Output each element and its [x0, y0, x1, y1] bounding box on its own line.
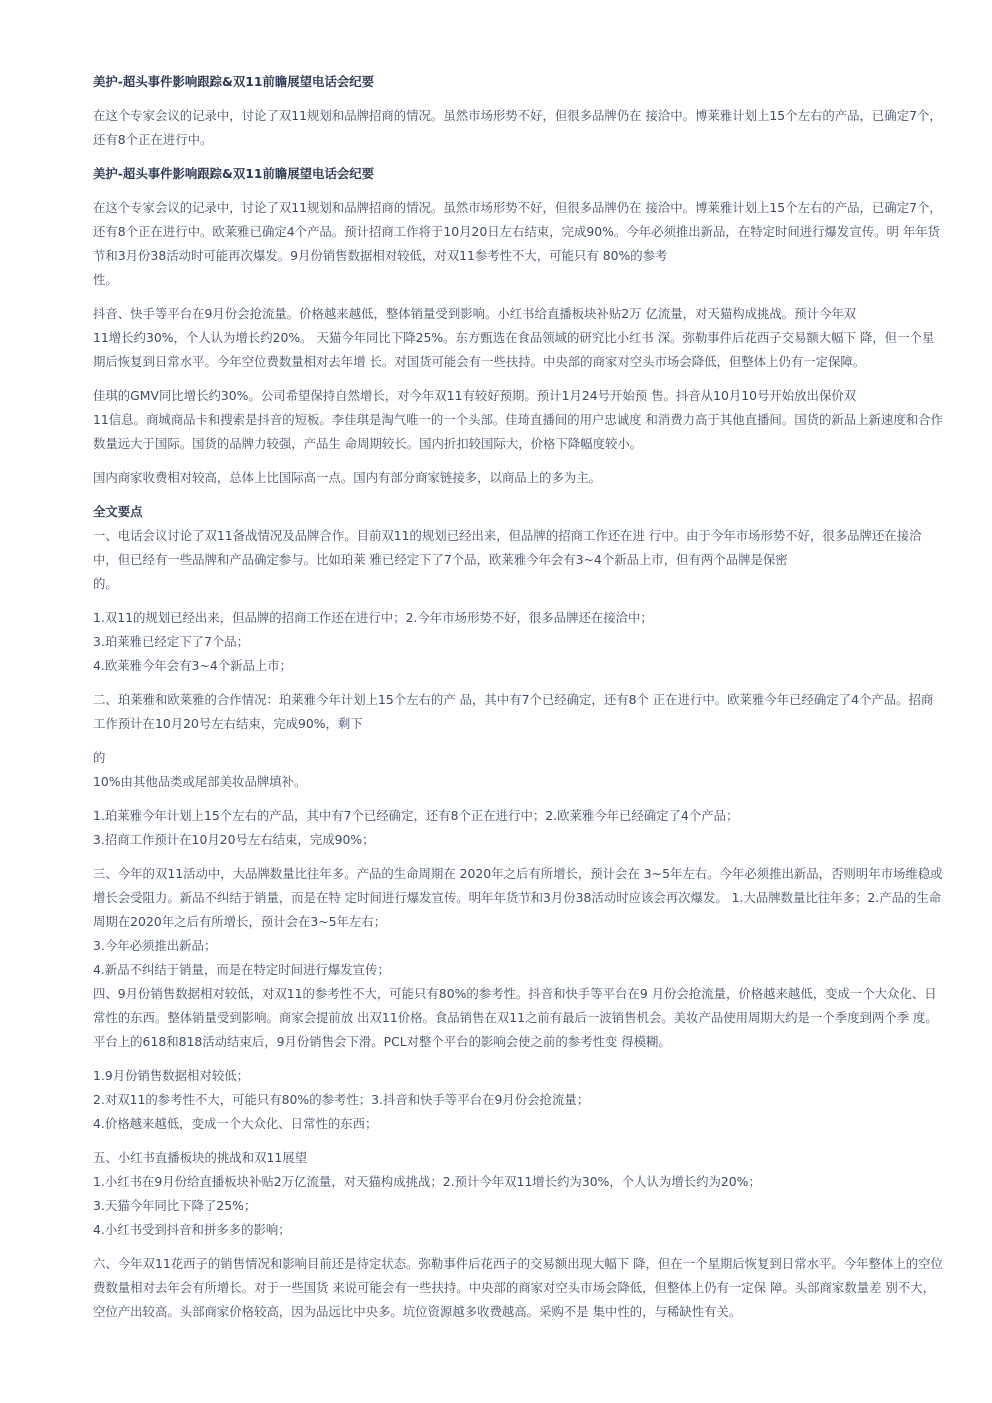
summary-paragraph-2b: 11增长约30%，个人认为增长约20%。 天猫今年同比下降25%。东方甄选在食品领域的研究比小红书 深。弥勒事件后花西子交易额大幅下 降，但一个星期后恢复到日常水平。今年空位费数量相对去年增 长。对国货可能会有一些扶持。中央部的商家对空头市场会降低，但整体上仍有一定保障。: [93, 330, 935, 369]
section-4-para: 四、9月份销售数据相对较低，对双11的参考性不大，可能只有80%的参考性。抖音和快手等平台在9 月份会抢流量，价格越来越低，变成一个大众化、日常性的东西。整体销量受到影响。商家会提前放 出双11价格。食品销售在双11之前有最后一波销售机会。美妆产品使用周期大约是一个季度到两个季 度。平台上的618和818活动结束后，9月份销售会下滑。PCL对整个平台的影响会使之前的参考性变 得模糊。: [93, 986, 938, 1049]
section-3-line-3: 4.新品不纠结于销量，而是在特定时间进行爆发宣传；: [93, 962, 390, 977]
section-1-point-1: 1.双11的规划已经出来，但品牌的招商工作还在进行中；2.今年市场形势不好，很多品牌还在接洽中；: [93, 610, 653, 625]
intro-paragraph: 在这个专家会议的记录中，讨论了双11规划和品牌招商的情况。虽然市场形势不好，但很多品牌仍在 接洽中。博莱雅计划上15个左右的产品，已确定7个，还有8个正在进行中。: [93, 108, 942, 147]
section-5-point-2: 3.天猫今年同比下降了25%；: [93, 1198, 257, 1213]
section-2-point-1: 1.珀莱雅今年计划上15个左右的产品，其中有7个已经确定，还有8个正在进行中；2.欧莱雅今年已经确定了4个产品；: [93, 808, 739, 823]
section-6: [93, 1252, 943, 1324]
document-title: 美护-超头事件影响跟踪&双11前瞻展望电话会纪要: [93, 74, 375, 89]
section-4-point-3: 4.价格越来越低，变成一个大众化、日常性的东西；: [93, 1116, 378, 1131]
section-2-para: 二、珀莱雅和欧莱雅的合作情况：珀莱雅今年计划上15个左右的产 品，其中有7个已经确定，还有8个 正在进行中。欧莱雅今年已经确定了4个产品。招商工作预计在10月20号左右结束，完成90%，剩下: [93, 692, 934, 731]
summary-paragraph-4: 国内商家收费相对较高，总体上比国际高一点。国内有部分商家链接多，以商品上的多为主。: [93, 470, 602, 485]
section-5-point-3: 4.小红书受到抖音和拼多多的影响；: [93, 1222, 291, 1237]
section-2: [93, 688, 943, 852]
summary-paragraph-2a: 抖音、快手等平台在9月份会抢流量。价格越来越低，整体销量受到影响。小红书给直播板块补贴2万 亿流量，对天猫构成挑战。预计今年双: [93, 306, 857, 321]
summary-title: 美护-超头事件影响跟踪&双11前瞻展望电话会纪要: [93, 166, 375, 181]
section-1-point-2: 3.珀莱雅已经定下了7个品；: [93, 634, 250, 649]
summary-paragraph-3b: 11信息。商城商品卡和搜索是抖音的短板。李佳琪是淘气唯一的一个头部。佳琦直播间的用户忠诚度 和消费力高于其他直播间。国货的新品上新速度和合作数量远大于国际。国货的品牌力较强，产品生 命周期较长。国内折扣较国际大，价格下降幅度较小。: [93, 412, 943, 451]
section-3-line-2: 3.今年必须推出新品；: [93, 938, 217, 953]
section-4-point-2: 2.对双11的参考性不大，可能只有80%的参考性；3.抖音和快手等平台在9月份会抢流量；: [93, 1092, 590, 1107]
section-2-para-cont-a: 的: [93, 750, 106, 765]
summary-paragraph-3a: 佳琪的GMV同比增长约30%。公司希望保持自然增长，对今年双11有较好预期。预计1月24号开始预 售。抖音从10月10号开始放出保价双: [93, 388, 857, 403]
section-1-para-a: 一、电话会议讨论了双11备战情况及品牌合作。目前双11的规划已经出来，但品牌的招商工作还在进 行中。由于今年市场形势不好，很多品牌还在接洽中，但已经有一些品牌和产品确定参与。比如珀莱 雅已经定下了7个品，欧莱雅今年会有3~4个新品上市，但有两个品牌是保密: [93, 528, 922, 567]
document-page: [93, 70, 943, 1324]
summary-paragraph-1a: 在这个专家会议的记录中，讨论了双11规划和品牌招商的情况。虽然市场形势不好，但很多品牌仍在 接洽中。博莱雅计划上15个左右的产品，已确定7个，还有8个正在进行中。欧莱雅已确定4个产品。预计招商工作将于10月20日左右结束，完成90%。今年必须推出新品，在特定时间进行爆发宣传。明 年年货节和3月份38活动时可能再次爆发。9月份销售数据相对较低，对双11参考性不大，可能只有 80%的参考: [93, 200, 942, 263]
section-1: [93, 524, 943, 678]
section-5-title: 五、小红书直播板块的挑战和双11展望: [93, 1150, 308, 1165]
section-1-para-b: 的。: [93, 576, 118, 591]
section-3: [93, 862, 943, 1136]
keypoints-title: 全文要点: [93, 504, 143, 519]
section-1-point-3: 4.欧莱雅今年会有3~4个新品上市；: [93, 658, 293, 673]
section-6-para: 六、今年双11花西子的销售情况和影响目前还是待定状态。弥勒事件后花西子的交易额出现大幅下 降，但在一个星期后恢复到日常水平。今年整体上的空位费数量相对去年会有所增长。对于一些国货 来说可能会有一些扶持。中央部的商家对空头市场会降低，但整体上仍有一定保 障。头部商家数量差 别不大，空位产出较高。头部商家价格较高，因为品远比中央多。坑位资源越多收费越高。采购不是 集中性的，与稀缺性有关。: [93, 1256, 943, 1319]
summary-block: [93, 196, 943, 490]
section-5: [93, 1146, 943, 1242]
section-5-point-1: 1.小红书在9月份给直播板块补贴2万亿流量，对天猫构成挑战；2.预计今年双11增长约为30%，个人认为增长约为20%；: [93, 1174, 761, 1189]
section-2-para-cont-b: 10%由其他品类或尾部美妆品牌填补。: [93, 774, 307, 789]
section-4-point-1: 1.9月份销售数据相对较低；: [93, 1068, 250, 1083]
section-3-para: 三、今年的双11活动中，大品牌数量比往年多。产品的生命周期在 2020年之后有所增长，预计会在 3~5年左右。今年必须推出新品，否则明年市场维稳或增长会受阻力。新品不纠结于销量，而是在特 定时间进行爆发宣传。明年年货节和3月份38活动时应该会再次爆发。 1.大品牌数量比往年多；2.产品的生命周期在2020年之后有所增长，预计会在3~5年左右；: [93, 866, 943, 929]
summary-paragraph-1b: 性。: [93, 272, 118, 287]
section-2-point-2: 3.招商工作预计在10月20号左右结束，完成90%；: [93, 832, 375, 847]
